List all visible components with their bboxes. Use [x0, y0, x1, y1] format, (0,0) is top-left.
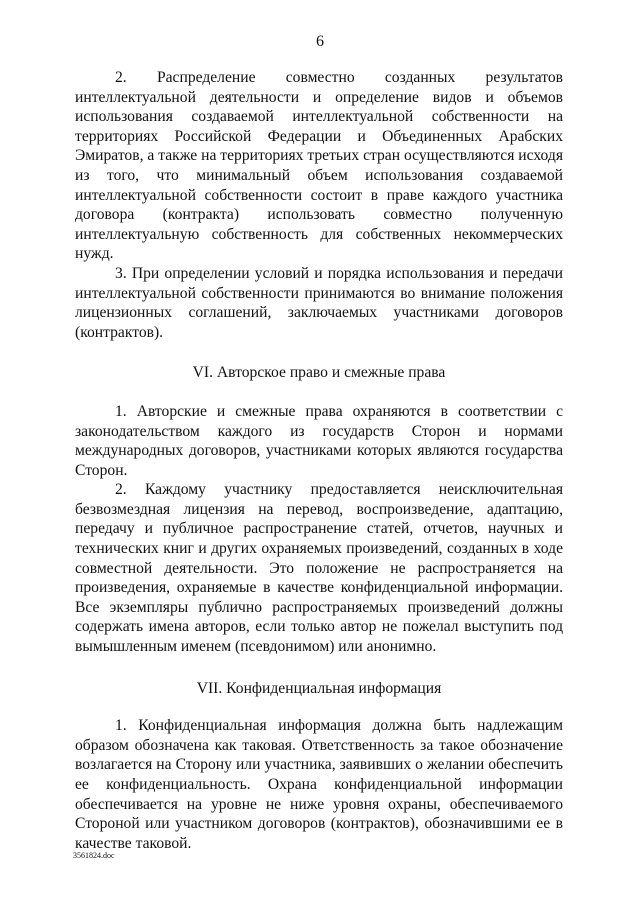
document-filename-footer: 3561824.doc	[73, 851, 115, 860]
paragraph-7-1: 1. Конфиденциальная информация должна быть надлежащим образом обозначена как таковая. Ответственность за такое обозначение возлагается на Сторону или участника, заявивших о желании обеспечить ее конфиденциальность. Охрана конфиденциальной информации обеспечивается на уровне не ниже уровня охраны, обеспечиваемого Стороной или участником договоров (контрактов), обозначившими ее в качестве таковой.	[75, 717, 563, 852]
paragraph-6-1: 1. Авторские и смежные права охраняются в соответствии с законодательством каждого из государств Сторон и нормами международных договоров, участниками которых являются государства Сторон.	[75, 402, 563, 479]
section-heading-copyright: VI. Авторское право и смежные права	[192, 364, 446, 382]
paragraph-6-2: 2. Каждому участнику предоставляется неисключительная безвозмездная лицензия на перевод, воспроизведение, адаптацию, передачу и публичное распространение статей, отчетов, научных и технических книг и других охраняемых произведений, созданных в ходе совместной деятельности. Это положение не распространяется на произведения, охраняемые в качестве конфиденциальной информации. Все экземпляры публично распространяемых произведений должны содержать имена авторов, если только автор не пожелал выступить под вымышленным именем (псевдонимом) или анонимно.	[75, 481, 563, 656]
paragraph-5-2: 2. Распределение совместно созданных результатов интеллектуальной деятельности и определение видов и объемов использования создаваемой интеллектуальной собственности на территориях Российской Федерации и Объединенных Арабских Эмиратов, а также на территориях третьих стран осуществляются исходя из того, что минимальный объем использования создаваемой интеллектуальной собственности состоит в праве каждого участника договора (контракта) использовать совместно полученную интеллектуальную собственность для собственных некоммерческих нужд.	[75, 69, 563, 263]
paragraph-5-3: 3. При определении условий и порядка использования и передачи интеллектуальной собственности принимаются во внимание положения лицензионных соглашений, заключаемых участниками договоров (контрактов).	[75, 264, 563, 341]
document-body	[75, 68, 563, 853]
section-heading-confidential: VII. Конфиденциальная информация	[196, 679, 442, 697]
page-number: 6	[316, 33, 324, 50]
